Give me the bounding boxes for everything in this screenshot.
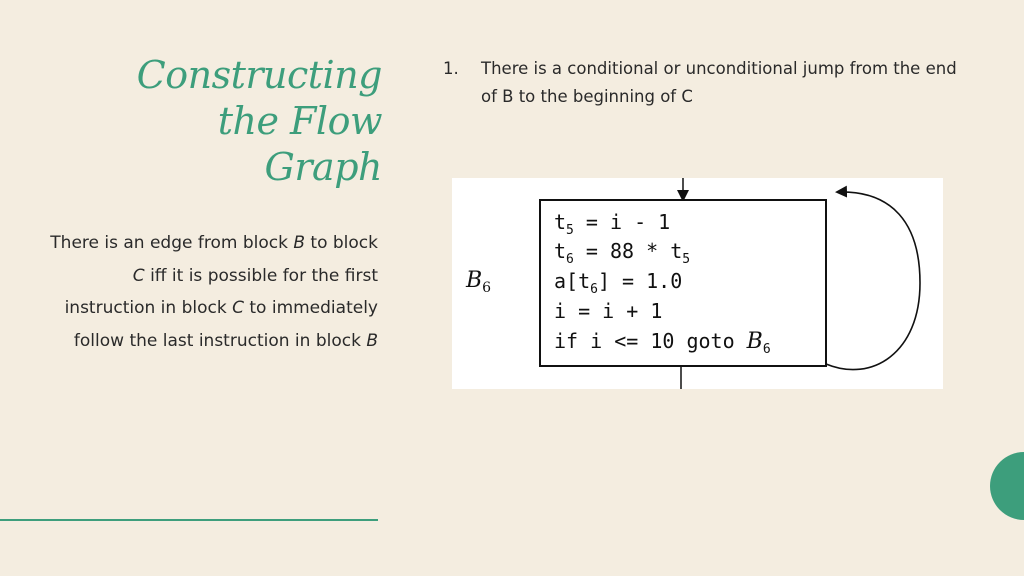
- block-b-ref: B: [293, 233, 306, 253]
- body-text-4: to immediately follow the last instruction in block: [73, 298, 378, 351]
- code-line: $t_6 = 88 * t_5$: [554, 239, 691, 267]
- list-item-text: There is a conditional or unconditional jump from the end of B to the beginning of C: [481, 59, 957, 106]
- block-label: $B_6$: [466, 268, 492, 296]
- title-line-2: the Flow: [217, 99, 382, 143]
- code-line: i = i + 1: [554, 299, 663, 323]
- flow-graph-figure: [452, 178, 943, 389]
- code-line: if i <= 10 goto $B_6$: [554, 329, 771, 357]
- body-text-1: There is an edge from block: [50, 233, 294, 253]
- accent-divider: [0, 519, 378, 521]
- body-text-3: iff it is possible for the first instruction in block: [64, 265, 378, 318]
- block-c-ref: C: [132, 265, 145, 286]
- title-line-3: Graph: [264, 145, 382, 189]
- accent-circle: [990, 452, 1024, 520]
- code-line: $a[t_6] = 1.0$: [554, 269, 683, 297]
- list-item: [443, 55, 963, 111]
- numbered-list: [443, 55, 963, 111]
- code-line: $t_5 = i - 1$: [554, 210, 671, 238]
- body-text-2: to block: [305, 233, 378, 253]
- body-paragraph: [48, 227, 378, 357]
- list-number: 1.: [443, 59, 459, 78]
- flow-graph-diagram: [452, 178, 943, 389]
- slide-title: [22, 52, 382, 190]
- loop-back-edge: [826, 192, 920, 370]
- block-c-ref: C: [232, 298, 244, 318]
- block-b-ref: B: [366, 330, 378, 351]
- title-line-1: Constructing: [136, 53, 382, 97]
